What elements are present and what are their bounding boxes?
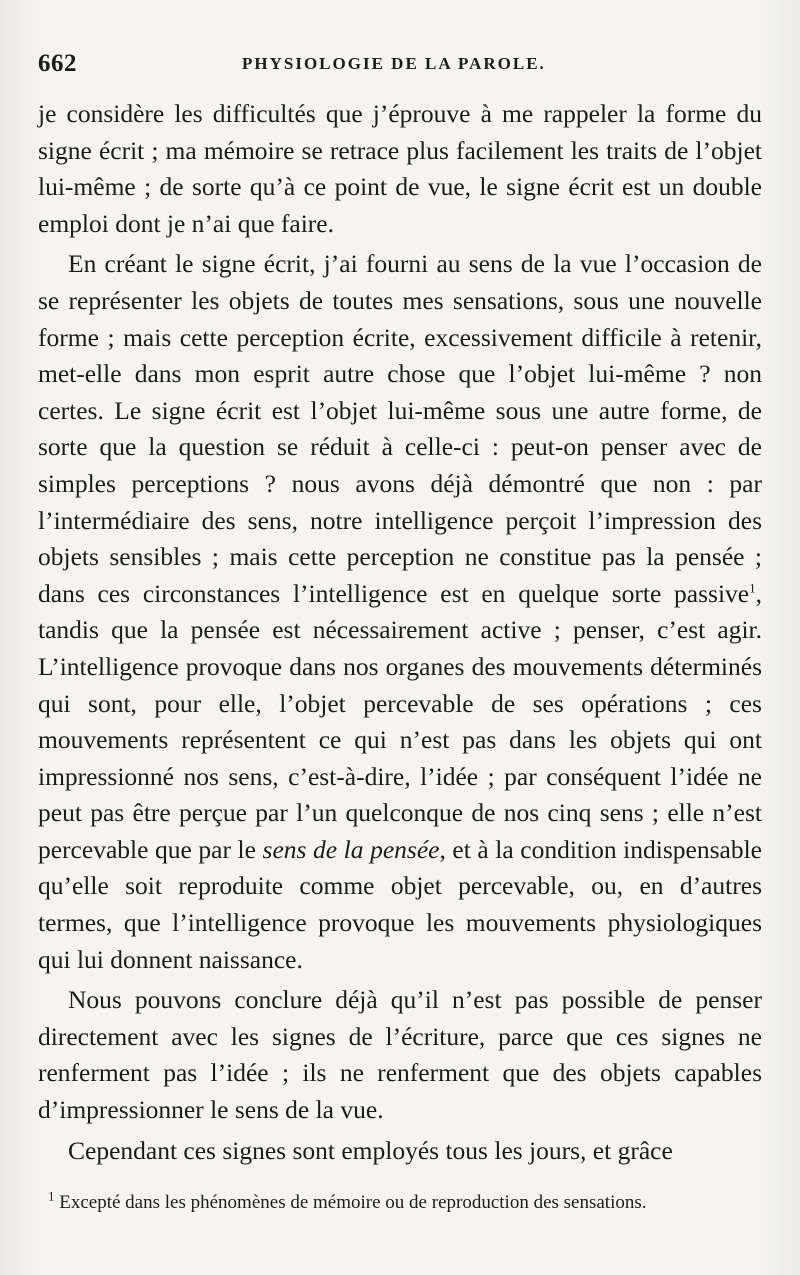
paragraph-2	[38, 246, 762, 978]
paragraph-2-part-3: , et à la condition indispensable qu’elle soit reproduite comme objet percevable, ou, en d’autres termes, que l’intelligence provoque les mouvements physiologiques qui lui donnent naissance.	[38, 834, 762, 974]
paragraph-2-part-1: En créant le signe écrit, j’ai fourni au sens de la vue l’occasion de se représenter les objets de toutes mes sensations, sous une nouvelle forme ; mais cette perception écrite, excessivement difficile à retenir, met-elle dans mon esprit autre chose que l’objet lui-même ? non certes. Le signe écrit est l’objet lui-même sous une autre forme, de sorte que la question se réduit à celle-ci : peut-on penser avec de simples perceptions ? nous avons déjà démontré que non : par l’intermédiaire des sens, notre intelligence perçoit l’impression des objets sensibles ; mais cette perception ne constitue pas la pensée ; dans ces circonstances l’intelligence est en quelque sorte passive	[38, 249, 762, 608]
running-head	[38, 50, 768, 80]
paragraph-1: je considère les difficultés que j’éprouve à me rappeler la forme du signe écrit ; ma mémoire se retrace plus facilement les traits de l’objet lui-même ; de sorte qu’à ce point de vue, le signe écrit est un double emploi dont je n’ai que faire.	[38, 99, 762, 238]
italic-phrase: sens de la pensée	[262, 834, 440, 864]
page-number: 662	[38, 50, 77, 77]
paragraph-2-part-2: , tandis que la pensée est nécessairement active ; penser, c’est agir. L’intelligence provoque dans nos organes des mouvements déterminés qui sont, pour elle, l’objet percevable de ses opérations ; ces mouvements représentent ce qui n’est pas dans les objets qui ont impressionné nos sens, c’est-à-dire, l’idée ; par conséquent l’idée ne peut pas être perçue par l’un quelconque de nos cinq sens ; elle n’est percevable que par le	[38, 578, 762, 864]
footnote	[38, 1190, 762, 1215]
paragraph-4: Cependant ces signes sont employés tous les jours, et grâce	[68, 1135, 673, 1165]
footnote-text: Excepté dans les phénomènes de mémoire ou de reproduction des sensations.	[54, 1192, 647, 1213]
footnote-reference[interactable]: 1	[749, 580, 756, 596]
footnote-mark: 1	[48, 1188, 55, 1204]
paragraph-3: Nous pouvons conclure déjà qu’il n’est pas possible de penser directement avec les signes de l’écriture, parce que ces signes ne renferment pas l’idée ; ils ne renferment que des objets capables d’impressionner le sens de la vue.	[38, 985, 762, 1125]
body-text	[38, 96, 762, 1169]
running-title: PHYSIOLOGIE DE LA PAROLE.	[242, 54, 546, 73]
